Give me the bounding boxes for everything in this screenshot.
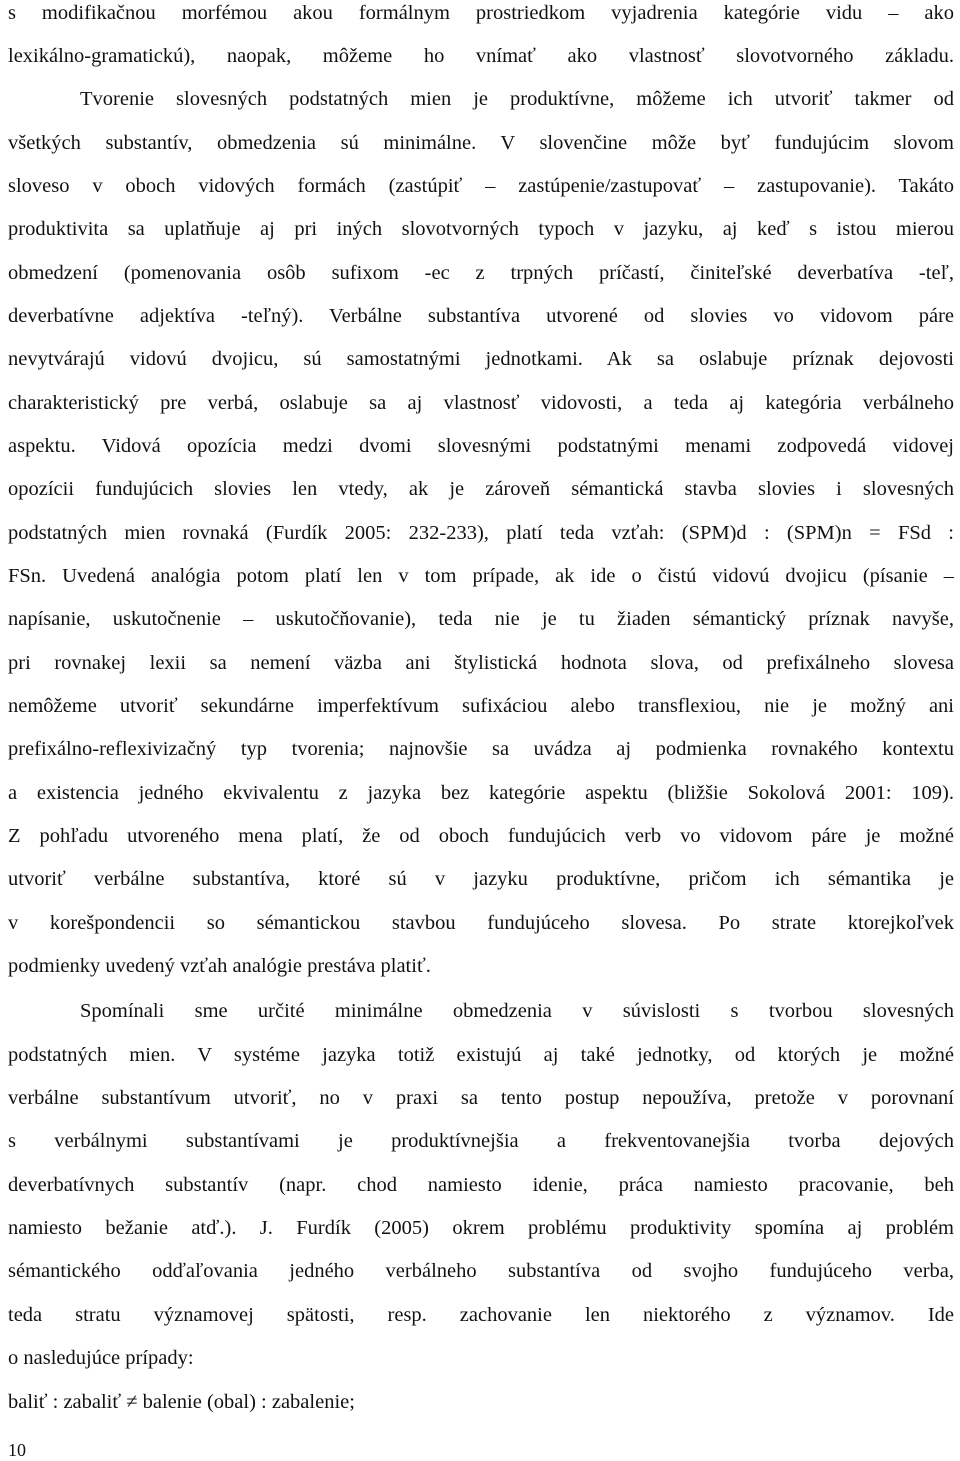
page-number: 10 bbox=[8, 1440, 26, 1460]
text-line: teda stratu významovej spätosti, resp. zachovanie len niektorého z významov. Ide bbox=[8, 1304, 954, 1326]
text-line: podstatných mien rovnaká (Furdík 2005: 232-233), platí teda vzťah: (SPM)d : (SPM)n = FSd : bbox=[8, 522, 954, 544]
text-line: utvoriť verbálne substantíva, ktoré sú v jazyku produktívne, pričom ich sémantika je bbox=[8, 868, 954, 890]
text-line: pri rovnakej lexii sa nemení väzba ani štylistická hodnota slova, od prefixálneho slovesa bbox=[8, 652, 954, 674]
text-line: deverbatívnych substantív (napr. chod namiesto idenie, práca namiesto pracovanie, beh bbox=[8, 1174, 954, 1196]
text-line: podstatných mien. V systéme jazyka totiž existujú aj také jednotky, od ktorých je možné bbox=[8, 1044, 954, 1066]
text-line: Z pohľadu utvoreného mena platí, že od oboch fundujúcich verb vo vidovom páre je možné bbox=[8, 825, 954, 847]
text-line: nemôžeme utvoriť sekundárne imperfektívum sufixáciou alebo transflexiou, nie je možný ani bbox=[8, 695, 954, 717]
text-line: sémantického odďaľovania jedného verbálneho substantíva od svojho fundujúceho verba, bbox=[8, 1260, 954, 1282]
text-line: prefixálno-reflexivizačný typ tvorenia; najnovšie sa uvádza aj podmienka rovnakého kontextu bbox=[8, 738, 954, 760]
paragraph-first-line: Tvorenie slovesných podstatných mien je produktívne, môžeme ich utvoriť takmer od bbox=[80, 88, 954, 110]
text-line: o nasledujúce prípady: bbox=[8, 1347, 194, 1369]
paragraph-first-line: Spomínali sme určité minimálne obmedzenia v súvislosti s tvorbou slovesných bbox=[80, 1000, 954, 1022]
paragraph-last-line: podmienky uvedený vzťah analógie prestáva platiť. bbox=[8, 955, 431, 977]
text-line: s modifikačnou morfémou akou formálnym prostriedkom vyjadrenia kategórie vidu – ako bbox=[8, 2, 954, 24]
text-line: opozícii fundujúcich slovies len vtedy, ak je zároveň sémantická stavba slovies i slovesných bbox=[8, 478, 954, 500]
text-line: produktivita sa uplatňuje aj pri iných slovotvorných typoch v jazyku, aj keď s istou mierou bbox=[8, 218, 954, 240]
text-line: a existencia jedného ekvivalentu z jazyka bez kategórie aspektu (bližšie Sokolová 2001: 109). bbox=[8, 782, 954, 804]
text-line: verbálne substantívum utvoriť, no v praxi sa tento postup nepoužíva, pretože v porovnaní bbox=[8, 1087, 954, 1109]
text-line: všetkých substantív, obmedzenia sú minimálne. V slovenčine môže byť fundujúcim slovom bbox=[8, 132, 954, 154]
text-line: deverbatívne adjektíva -teľný). Verbálne substantíva utvorené od slovies vo vidovom páre bbox=[8, 305, 954, 327]
text-line: napísanie, uskutočnenie – uskutočňovanie), teda nie je tu žiaden sémantický príznak navyše, bbox=[8, 608, 954, 630]
text-line: lexikálno-gramatickú), naopak, môžeme ho vnímať ako vlastnosť slovotvorného základu. bbox=[8, 45, 954, 67]
text-line: s verbálnymi substantívami je produktívnejšia a frekventovanejšia tvorba dejových bbox=[8, 1130, 954, 1152]
text-line: nevytvárajú vidovú dvojicu, sú samostatnými jednotkami. Ak sa oslabuje príznak dejovosti bbox=[8, 348, 954, 370]
text-line: charakteristický pre verbá, oslabuje sa aj vlastnosť vidovosti, a teda aj kategória verbálneho bbox=[8, 392, 954, 414]
text-line: sloveso v oboch vidových formách (zastúpiť – zastúpenie/zastupovať – zastupovanie). Takáto bbox=[8, 175, 954, 197]
text-line: FSn. Uvedená analógia potom platí len v tom prípade, ak ide o čistú vidovú dvojicu (písanie – bbox=[8, 565, 954, 587]
text-line: v korešpondencii so sémantickou stavbou fundujúceho slovesa. Po strate ktorejkoľvek bbox=[8, 912, 954, 934]
text-line: obmedzení (pomenovania osôb sufixom -ec z trpných príčastí, činiteľské deverbatíva -teľ, bbox=[8, 262, 954, 284]
example-line: baliť : zabaliť ≠ balenie (obal) : zabalenie; bbox=[8, 1391, 355, 1413]
text-line: namiesto bežanie atď.). J. Furdík (2005) okrem problému produktivity spomína aj problém bbox=[8, 1217, 954, 1239]
text-line: aspektu. Vidová opozícia medzi dvomi slovesnými podstatnými menami zodpovedá vidovej bbox=[8, 435, 954, 457]
